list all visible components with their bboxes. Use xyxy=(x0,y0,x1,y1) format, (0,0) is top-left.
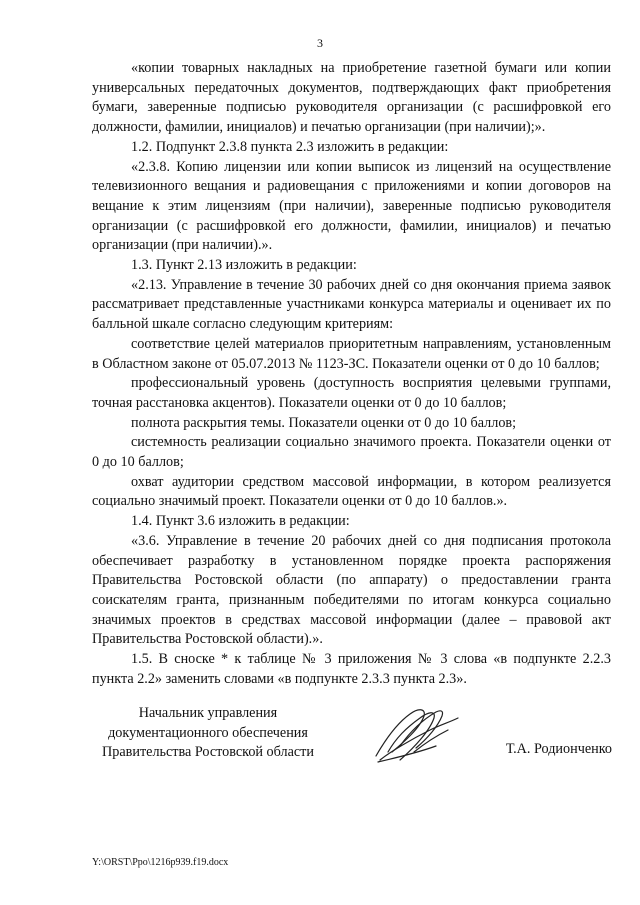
paragraph: «копии товарных накладных на приобретение газетной бумаги или копии универсальных передаточных документов, подтверждающих факт приобретения бумаги, заверенные подписью руководителя организации (с расшифровкой его должности, фамилии, инициалов) и печатью организации (при наличии);». xyxy=(92,60,611,136)
paragraph: системность реализации социально значимого проекта. Показатели оценки от 0 до 10 баллов; xyxy=(92,434,611,471)
handwritten-signature-icon xyxy=(370,702,462,766)
paragraph: охват аудитории средством массовой информации, в котором реализуется социально значимый проект. Показатели оценки от 0 до 10 баллов.». xyxy=(92,473,611,510)
page-number: 3 xyxy=(317,36,323,50)
paragraph: 1.4. Пункт 3.6 изложить в редакции: xyxy=(131,513,350,530)
paragraph: соответствие целей материалов приоритетным направлениям, установленным в Областном законе от 05.07.2013 № 1123-ЗС. Показатели оценки от 0 до 10 баллов; xyxy=(92,335,611,372)
signatory-title-line: Правительства Ростовской области xyxy=(102,744,314,761)
paragraph: полнота раскрытия темы. Показатели оценки от 0 до 10 баллов; xyxy=(131,414,517,431)
paragraph: «2.3.8. Копию лицензии или копии выписок из лицензий на осуществление телевизионного вещания и радиовещания с приложениями и копии договоров на вещание к этим лицензиям (при наличии), заверенные подписью руководителя организации (с расшифровкой его должности, фамилии, инициалов) и печатью организации (при наличии).». xyxy=(92,158,611,254)
paragraph: 1.5. В сноске * к таблице № 3 приложения № 3 слова «в подпункте 2.2.3 пункта 2.2» заменить словами «в подпункте 2.3.3 пункта 2.3». xyxy=(92,651,611,687)
document-body xyxy=(92,59,611,690)
paragraph: профессиональный уровень (доступность восприятия целевыми группами, точная расстановка акцентов). Показатели оценки от 0 до 10 баллов; xyxy=(92,375,611,411)
paragraph: «3.6. Управление в течение 20 рабочих дней со дня подписания протокола обеспечивает разработку в установленном порядке проекта распоряжения Правительства Ростовской области (по аппарату) о предоставлении гранта соискателям гранта, признанным победителями по итогам конкурса социально значимых проектов в средствах массовой информации (далее – правовой акт Правительства Ростовской области).». xyxy=(92,532,611,648)
signatory-name: Т.А. Родионченко xyxy=(505,741,612,757)
file-path: Y:\ORST\Ppo\1216p939.f19.docx xyxy=(92,857,229,868)
signatory-title-line: Начальник управления xyxy=(138,705,278,721)
signatory-title-line: документационного обеспечения xyxy=(108,724,308,741)
signature-block xyxy=(0,704,640,774)
paragraph: 1.3. Пункт 2.13 изложить в редакции: xyxy=(131,257,357,274)
paragraph: 1.2. Подпункт 2.3.8 пункта 2.3 изложить в редакции: xyxy=(131,138,449,155)
signatory-title xyxy=(88,704,328,763)
paragraph: «2.13. Управление в течение 30 рабочих дней со дня окончания приема заявок рассматривает представленные участниками конкурса материалы и оценивает их по балльной шкале согласно следующим критериям: xyxy=(92,276,611,333)
